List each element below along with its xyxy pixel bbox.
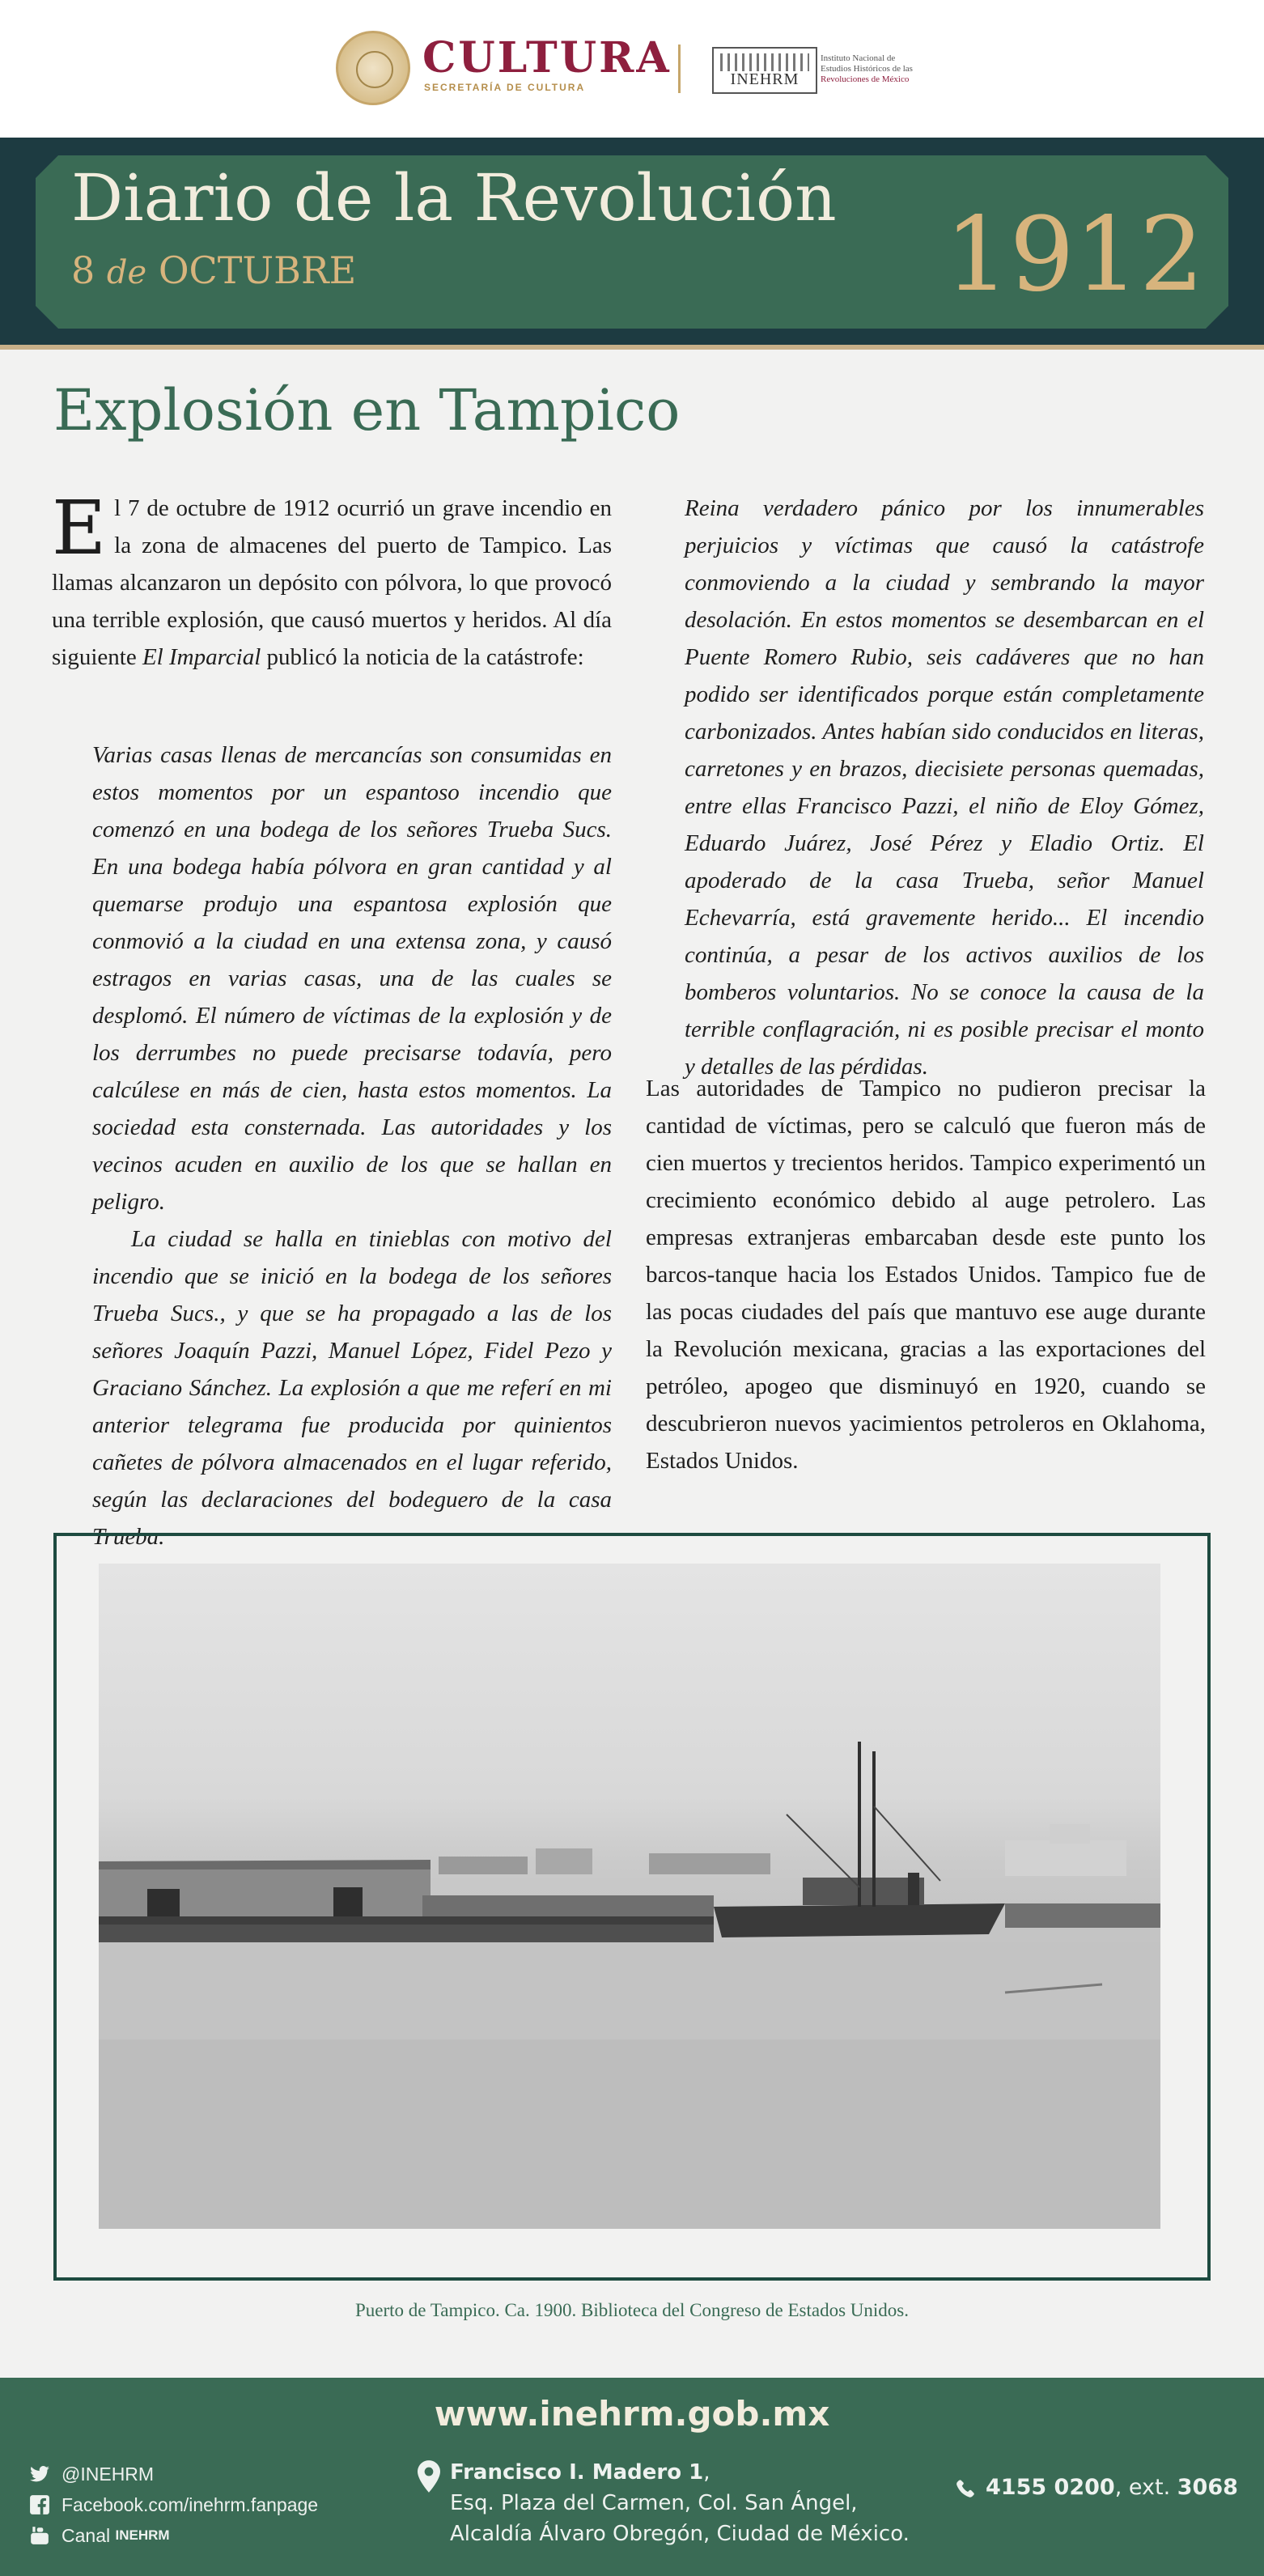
- youtube-label: Canal: [62, 2525, 111, 2546]
- facebook-page: Facebook.com/inehrm.fanpage: [62, 2494, 319, 2515]
- banner-year: 1912: [944, 195, 1204, 314]
- article-title: Explosión en Tampico: [53, 377, 681, 443]
- inehrm-full-name: [821, 53, 950, 85]
- twitter-handle: @INEHRM: [62, 2464, 155, 2485]
- inehrm-columns-icon: [720, 53, 809, 71]
- inehrm-name-line3: Revoluciones de México: [821, 74, 910, 84]
- quote-block-left: [92, 736, 612, 1555]
- banner-title: Diario de la Revolución: [71, 160, 837, 236]
- banner-de: de: [106, 254, 147, 291]
- quote-block-right: [685, 490, 1204, 1085]
- quote-paragraph-3: Reina verdadero pánico por los innumerables perjuicios y víctimas que causó la catástrofe conmoviendo a la ciudad y sembrando la mayor desolación. En estos momentos se desembarcan en el Puente Romero Rubio, seis cadáveres que no han podido ser identificados porque están completamente carbonizados. Antes habían sido conducidos en literas, carretones y en brazos, diecisiete personas quemadas, entre ellas Francisco Pazzi, el niño de Eloy Gómez, Eduardo Juárez, José Pérez y Eladio Ortiz. El apoderado de la casa Trueba, señor Manuel Echevarría, está gravemente herido... El incendio continúa, a pesar de los activos auxilios de los bomberos voluntarios. No se conoce la causa de la terrible conflagración, ni es posible precisar el monto y detalles de las pérdidas.: [685, 495, 1204, 1080]
- mexico-seal-icon: [336, 31, 410, 105]
- article-intro: [52, 485, 612, 676]
- phone-block: [955, 2475, 1238, 2501]
- quote-paragraph-2: La ciudad se halla en tinieblas con motivo del incendio que se inició en la bodega de los señores Trueba Sucs., y que se ha propagado a las de los señores Joaquín Pazzi, Manuel López, Fidel Pezo y Graciano Sánchez. La explosión a que me referí en mi anterior telegrama fue producida por quinientos cañetes de pólvora almacenados en el lugar referido, según las declaraciones del bodeguero de la casa Trueba.: [92, 1226, 612, 1550]
- quote-paragraph-1: Varias casas llenas de mercancías son consumidas en estos momentos por un espantoso incendio que comenzó en una bodega de los señores Trueba Sucs. En una bodega había pólvora en gran cantidad y al quemarse produjo una espantosa explosión que conmovió a la ciudad en una extensa zona, y causó estragos en varias casas, una de las cuales se desplomó. El número de víctimas de la explosión y de los derrumbes no puede precisarse todavía, pero calcúlese en más de cien, hasta estos momentos. La sociedad esta consternada. Las autoridades y los vecinos acuden en auxilio de los que se hallan en peligro.: [92, 742, 612, 1215]
- inehrm-name-line1: Instituto Nacional de: [821, 53, 896, 63]
- youtube-link[interactable]: [29, 2520, 318, 2551]
- youtube-channel: INEHRM: [115, 2527, 170, 2543]
- website-link[interactable]: www.inehrm.gob.mx: [434, 2394, 830, 2434]
- phone-ext: 3068: [1177, 2475, 1238, 2500]
- facebook-link[interactable]: [29, 2489, 318, 2520]
- cultura-logo-subtitle: SECRETARÍA DE CULTURA: [424, 82, 586, 93]
- logo-bar: [0, 0, 1264, 138]
- closing-paragraph: Las autoridades de Tampico no pudieron precisar la cantidad de víctimas, pero se calculó que fueron más de cien muertos y trecientos heridos. Tampico experimentó un crecimiento económico debido al auge petrolero. Las empresas extranjeras embarcaban desde este punto los barcos-tanque hacia los Estados Unidos. Tampico fue de las pocas ciudades del país que mantuvo ese auge durante la Revolución mexicana, gracias a las exportaciones del petróleo, apogeo que disminuyó en 1920, cuando se descubrieron nuevos yacimientos petroleros en Oklahoma, Estados Unidos.: [646, 1076, 1206, 1474]
- tampico-port-photo: [99, 1564, 1160, 2229]
- facebook-icon: [29, 2494, 50, 2515]
- address-line-3: Alcaldía Álvaro Obregón, Ciudad de México.: [450, 2522, 910, 2546]
- banner-date: [71, 248, 356, 295]
- inehrm-logo: [712, 47, 817, 94]
- phone-ext-label: , ext.: [1114, 2475, 1177, 2500]
- location-pin-icon: [418, 2460, 440, 2493]
- drop-cap: E: [52, 485, 107, 571]
- banner-month: OCTUBRE: [158, 248, 357, 292]
- article-closing: [646, 1070, 1206, 1479]
- intro-newspaper: El Imparcial: [142, 644, 261, 670]
- port-illustration: [99, 1564, 1160, 2229]
- social-links: [29, 2459, 318, 2551]
- address-street: Francisco I. Madero 1: [450, 2460, 704, 2485]
- inehrm-logo-text: INEHRM: [730, 70, 800, 88]
- twitter-link[interactable]: [29, 2459, 318, 2489]
- phone-number[interactable]: 4155 0200: [986, 2475, 1115, 2500]
- banner-rule: [0, 345, 1264, 350]
- youtube-icon: [29, 2525, 50, 2546]
- logo-divider: [678, 45, 681, 93]
- intro-text-1: l 7 de octubre de 1912 ocurrió un grave incendio en la zona de almacenes del puerto de Tampico. Las llamas alcanzaron un depósito con pólvora, lo que provocó una terrible explosión, que causó muertos y heridos. Al día siguiente: [52, 495, 612, 670]
- photo-caption: Puerto de Tampico. Ca. 1900. Biblioteca del Congreso de Estados Unidos.: [354, 2300, 910, 2320]
- address-block: Francisco I. Madero 1, Esq. Plaza del Carmen, Col. San Ángel, Alcaldía Álvaro Obregón, Ciudad de México.: [418, 2457, 910, 2549]
- phone-icon: [955, 2476, 976, 2501]
- cultura-logo-text: CULTURA: [422, 33, 672, 83]
- twitter-icon: [29, 2464, 50, 2485]
- address-line-2: Esq. Plaza del Carmen, Col. San Ángel,: [450, 2491, 858, 2515]
- intro-text-2: publicó la noticia de la catástrofe:: [261, 644, 584, 670]
- inehrm-name-line2: Estudios Históricos de las: [821, 64, 913, 74]
- banner-day: 8: [71, 248, 95, 292]
